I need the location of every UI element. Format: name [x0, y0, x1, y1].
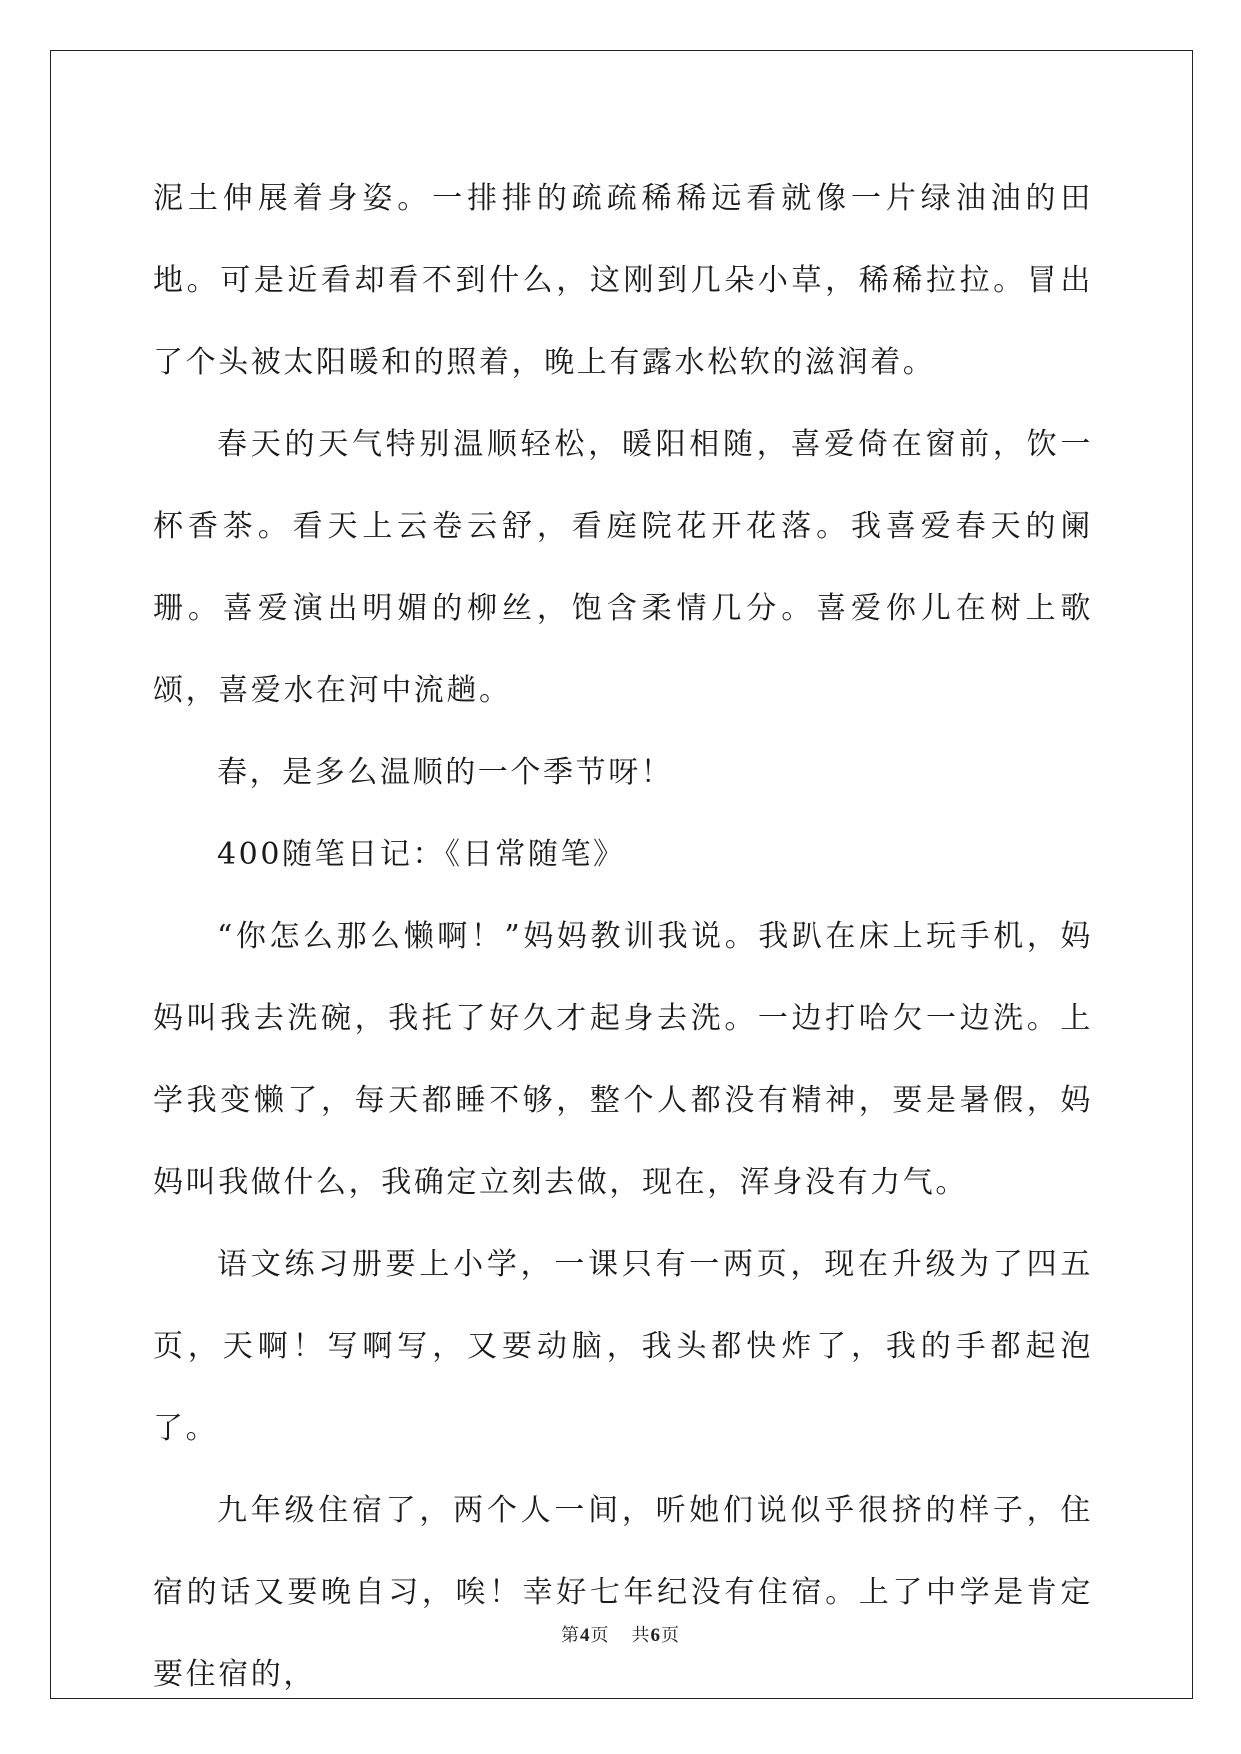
page-number: 4 — [580, 1625, 591, 1646]
paragraph-5: 语文练习册要上小学，一课只有一两页，现在升级为了四五页，天啊！写啊写，又要动脑，我头都快炸了，我的手都起泡了。 — [153, 1247, 1093, 1446]
paragraph-6: 九年级住宿了，两个人一间，听她们说似乎很挤的样子，住宿的话又要晚自习，唉！幸好七年纪没有住宿。上了中学是肯定要住宿的， — [153, 1493, 1093, 1692]
total-pages: 6 — [650, 1625, 661, 1646]
section-title: 400随笔日记：《日常随笔》 — [217, 837, 626, 872]
total-prefix: 共 — [631, 1625, 651, 1646]
paragraph-2: 春天的天气特别温顺轻松，暖阳相随，喜爱倚在窗前，饮一杯香茶。看天上云卷云舒，看庭院花开花落。我喜爱春天的阑珊。喜爱演出明媚的柳丝，饱含柔情几分。喜爱你儿在树上歌颂，喜爱水在河中流趟。 — [153, 427, 1093, 708]
total-suffix: 页 — [661, 1625, 680, 1646]
paragraph-3: 春，是多么温顺的一个季节呀！ — [217, 755, 674, 790]
page-footer — [0, 1621, 1241, 1647]
paragraph-1: 泥土伸展着身姿。一排排的疏疏稀稀远看就像一片绿油油的田地。可是近看却看不到什么，这刚到几朵小草，稀稀拉拉。冒出了个头被太阳暖和的照着，晚上有露水松软的滋润着。 — [153, 181, 1093, 380]
paragraph-4: “你怎么那么懒啊！”妈妈教训我说。我趴在床上玩手机，妈妈叫我去洗碗，我托了好久才起身去洗。一边打哈欠一边洗。上学我变懒了，每天都睡不够，整个人都没有精神，要是暑假，妈妈叫我做什么，我确定立刻去做，现在，浑身没有力气。 — [153, 919, 1093, 1200]
document-body — [153, 158, 1093, 1716]
page-suffix: 页 — [590, 1625, 610, 1646]
page-prefix: 第 — [561, 1625, 580, 1646]
